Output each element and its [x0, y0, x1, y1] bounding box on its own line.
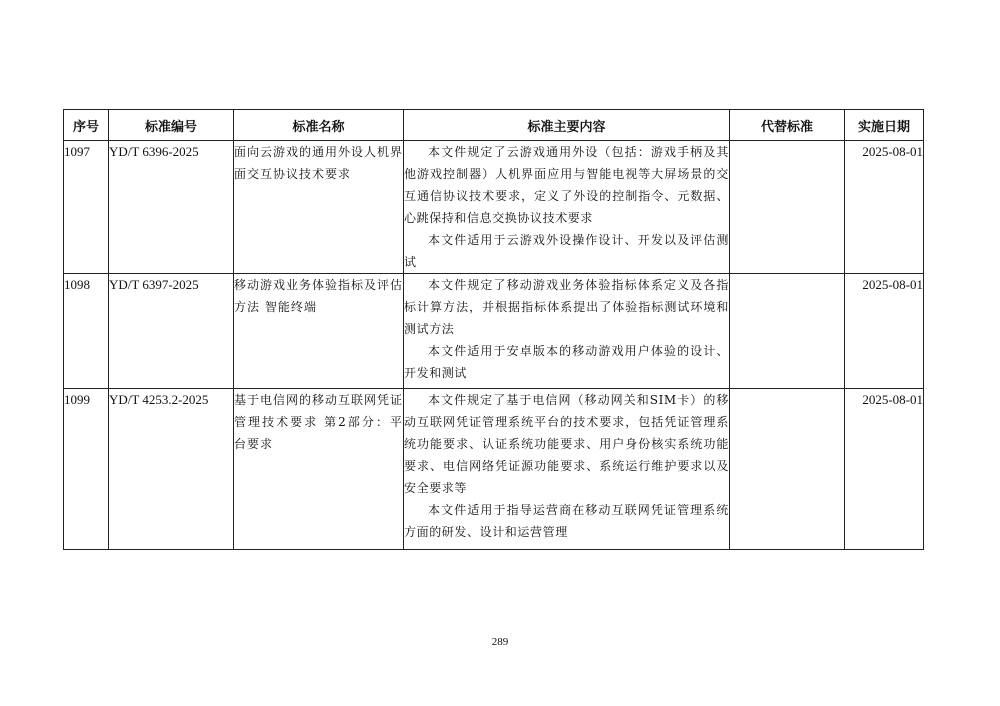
table-row	[64, 141, 924, 274]
header-content: 标准主要内容	[404, 110, 730, 141]
row-date: 2025-08-01	[845, 274, 924, 389]
content-paragraph: 本文件规定了基于电信网（移动网关和SIM卡）的移动互联网凭证管理系统平台的技术要求，包括凭证管理系统功能要求、认证系统功能要求、用户身份核实系统功能要求、电信网络凭证源功能要求、系统运行维护要求以及安全要求等	[404, 393, 729, 495]
header-replaces: 代替标准	[730, 110, 845, 141]
row-content	[404, 274, 730, 389]
row-seq: 1097	[64, 141, 109, 274]
content-paragraph: 本文件规定了移动游戏业务体验指标体系定义及各指标计算方法，并根据指标体系提出了体验指标测试环境和测试方法	[404, 278, 729, 336]
row-name: 基于电信网的移动互联网凭证管理技术要求 第2部分：平台要求	[234, 389, 404, 550]
standards-table	[63, 109, 924, 550]
content-paragraph: 本文件适用于云游戏外设操作设计、开发以及评估测试	[404, 233, 729, 269]
header-date: 实施日期	[845, 110, 924, 141]
row-name: 面向云游戏的通用外设人机界面交互协议技术要求	[234, 141, 404, 274]
content-paragraph: 本文件适用于安卓版本的移动游戏用户体验的设计、开发和测试	[404, 344, 729, 380]
table-header-row	[64, 110, 924, 141]
row-content	[404, 141, 730, 274]
content-paragraph: 本文件规定了云游戏通用外设（包括：游戏手柄及其他游戏控制器）人机界面应用与智能电视等大屏场景的交互通信协议技术要求，定义了外设的控制指令、元数据、心跳保持和信息交换协议技术要求	[404, 145, 729, 225]
header-code: 标准编号	[109, 110, 234, 141]
row-code: YD/T 6397-2025	[109, 274, 234, 389]
row-code: YD/T 6396-2025	[109, 141, 234, 274]
row-seq: 1098	[64, 274, 109, 389]
row-name: 移动游戏业务体验指标及评估方法 智能终端	[234, 274, 404, 389]
row-replaces	[730, 141, 845, 274]
table-row	[64, 389, 924, 550]
table-row	[64, 274, 924, 389]
row-date: 2025-08-01	[845, 141, 924, 274]
header-seq: 序号	[64, 110, 109, 141]
page-number: 289	[491, 636, 509, 648]
row-replaces	[730, 389, 845, 550]
row-date: 2025-08-01	[845, 389, 924, 550]
content-paragraph: 本文件适用于指导运营商在移动互联网凭证管理系统方面的研发、设计和运营管理	[404, 503, 729, 539]
header-name: 标准名称	[234, 110, 404, 141]
row-content	[404, 389, 730, 550]
row-replaces	[730, 274, 845, 389]
row-seq: 1099	[64, 389, 109, 550]
row-code: YD/T 4253.2-2025	[109, 389, 234, 550]
